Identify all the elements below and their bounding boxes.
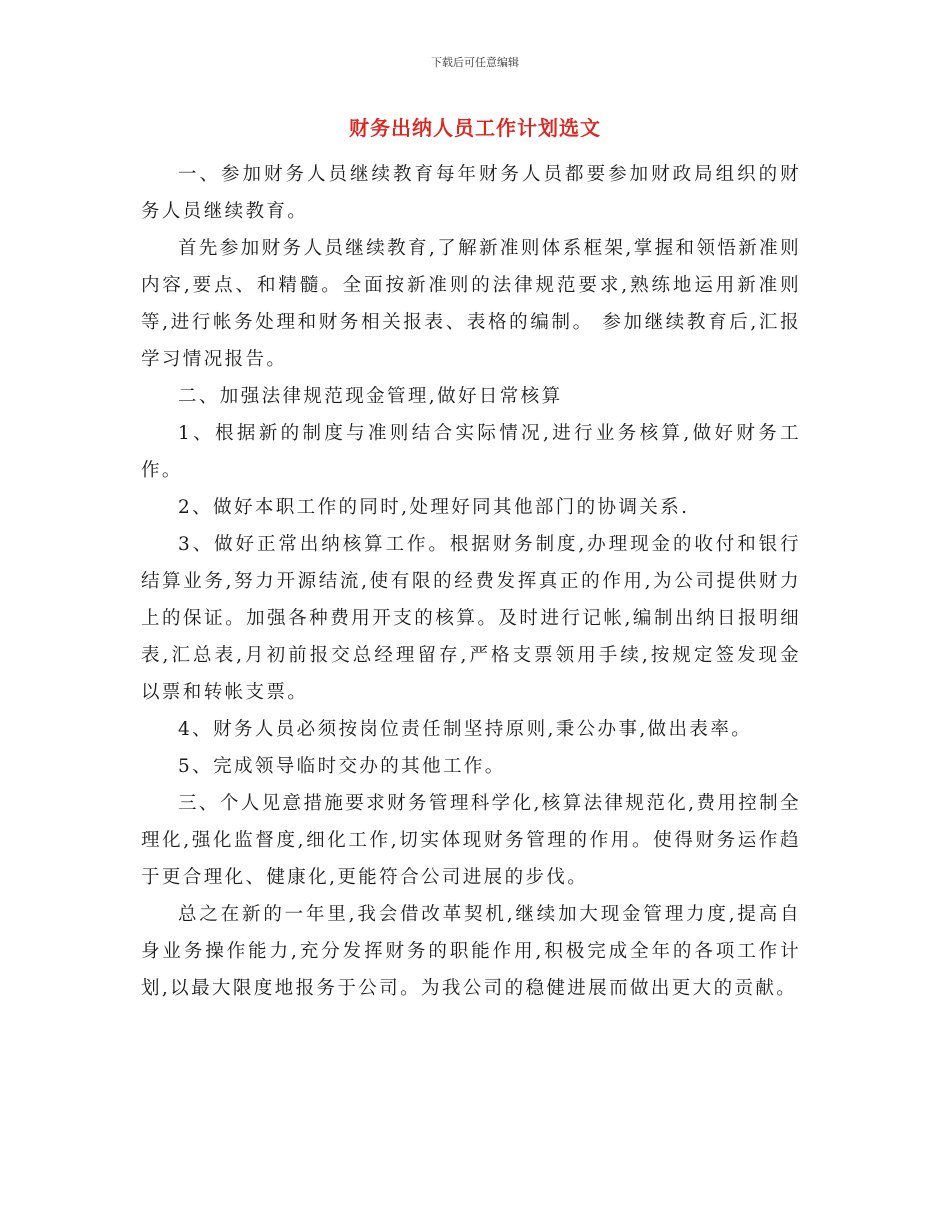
paragraph-3: 二、加强法律规范现金管理,做好日常核算 [178, 386, 563, 407]
paragraph-8: 5、完成领导临时交办的其他工作。 [178, 756, 506, 777]
document-title: 财务出纳人员工作计划选文 [349, 116, 601, 140]
paragraph-4: 1、根据新的制度与准则结合实际情况,进行业务核算,做好财务工作。 [141, 423, 801, 481]
paragraph-9: 三、个人见意措施要求财务管理科学化,核算法律规范化,费用控制全理化,强化监督度,细化工作,切实体现财务管理的作用。使得财务运作趋于更合理化、健康化,更能符合公司进展的步伐。 [141, 793, 801, 888]
paragraph-7: 4、财务人员必须按岗位责任制坚持原则,秉公办事,做出表率。 [178, 719, 753, 740]
paragraph-6: 3、做好正常出纳核算工作。根据财务制度,办理现金的收付和银行结算业务,努力开源结流,使有限的经费发挥真正的作用,为公司提供财力上的保证。加强各种费用开支的核算。及时进行记帐,编制出纳日报明细表,汇总表,月初前报交总经理留存,严格支票领用手续,按规定签发现金以票和转帐支票。 [141, 534, 801, 703]
paragraph-1: 一、参加财务人员继续教育每年财务人员都要参加财政局组织的财务人员继续教育。 [141, 164, 801, 222]
paragraph-2: 首先参加财务人员继续教育,了解新准则体系框架,掌握和领悟新准则内容,要点、和精髓。全面按新准则的法律规范要求,熟练地运用新准则等,进行帐务处理和财务相关报表、表格的编制。 参加继续教育后,汇报学习情况报告。 [141, 238, 801, 370]
header-note: 下载后可任意编辑 [431, 56, 519, 69]
document-body [141, 156, 801, 1007]
paragraph-10: 总之在新的一年里,我会借改革契机,继续加大现金管理力度,提高自身业务操作能力,充分发挥财务的职能作用,积极完成全年的各项工作计划,以最大限度地报务于公司。为我公司的稳健进展而做出更大的贡献。 [141, 904, 801, 999]
paragraph-5: 2、做好本职工作的同时,处理好同其他部门的协调关系. [178, 497, 690, 518]
